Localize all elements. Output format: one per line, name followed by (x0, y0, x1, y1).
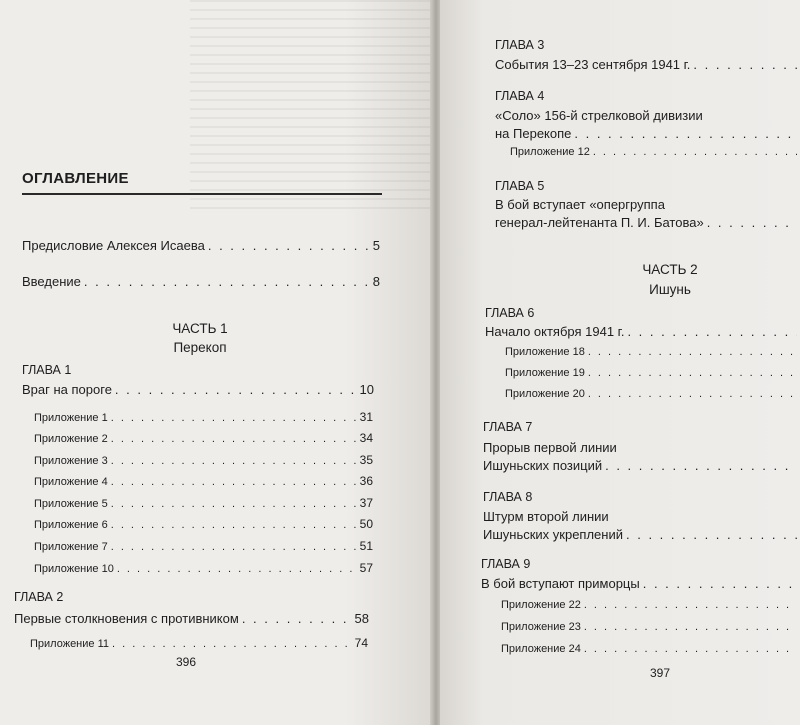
chapter-heading: ГЛАВА 4 (495, 89, 545, 103)
chapter-heading: ГЛАВА 8 (483, 490, 533, 504)
toc-appendix: Приложение 10 . . . 57 (34, 561, 373, 575)
toc-entry-chapter-4: на Перекопе . . . (495, 126, 800, 141)
chapter-heading: ГЛАВА 2 (14, 590, 64, 604)
toc-entry-chapter-5: генерал-лейтенанта П. И. Батова» . . . (495, 215, 800, 230)
right-page (440, 0, 800, 725)
toc-appendix: Приложение 11 . . . 74 (30, 636, 368, 650)
toc-entry-introduction: Введение . . . 8 (22, 274, 380, 289)
toc-entry-chapter-7: Ишуньских позиций . . . (483, 458, 800, 473)
toc-appendix: Приложение 7 . . . 51 (34, 539, 373, 553)
chapter-title-line: В бой вступает «опергруппа (495, 197, 665, 212)
chapter-heading: ГЛАВА 3 (495, 38, 545, 52)
toc-appendix: Приложение 23 . . . (501, 621, 800, 633)
show-through-text (190, 0, 432, 210)
title-rule (22, 193, 382, 195)
toc-appendix: Приложение 3 . . . 35 (34, 453, 373, 467)
toc-entry-chapter-1: Враг на пороге . . . 10 (22, 382, 374, 397)
toc-appendix: Приложение 6 . . . 50 (34, 517, 373, 531)
part-title: Ишунь (649, 282, 691, 297)
toc-appendix: Приложение 5 . . . 37 (34, 496, 373, 510)
chapter-heading: ГЛАВА 6 (485, 306, 535, 320)
toc-entry-chapter-2: Первые столкновения с противником . . . 58 (14, 611, 369, 626)
page-number: 396 (176, 655, 197, 669)
chapter-heading: ГЛАВА 7 (483, 420, 533, 434)
chapter-heading: ГЛАВА 9 (481, 557, 531, 571)
toc-entry-chapter-3: События 13–23 сентября 1941 г. . . . (495, 57, 800, 72)
toc-appendix: Приложение 12 . . . (510, 146, 800, 158)
toc-appendix: Приложение 22 . . . (501, 599, 800, 611)
toc-appendix: Приложение 2 . . . 34 (34, 431, 373, 445)
toc-entry-preface: Предисловие Алексея Исаева . . . 5 (22, 238, 380, 253)
toc-entry-chapter-6: Начало октября 1941 г. . . . (485, 324, 800, 339)
part-title: Перекоп (173, 340, 227, 355)
toc-appendix: Приложение 18 . . . (505, 346, 800, 358)
toc-title: ОГЛАВЛЕНИЕ (22, 170, 129, 187)
toc-appendix: Приложение 4 . . . 36 (34, 474, 373, 488)
toc-entry-chapter-8: Ишуньских укреплений . . . (483, 527, 800, 542)
chapter-title-line: Штурм второй линии (483, 509, 609, 524)
chapter-title-line: «Соло» 156-й стрелковой дивизии (495, 108, 703, 123)
chapter-heading: ГЛАВА 1 (22, 363, 72, 377)
toc-appendix: Приложение 20 . . . (505, 388, 800, 400)
part-number: ЧАСТЬ 2 (642, 262, 698, 277)
chapter-heading: ГЛАВА 5 (495, 179, 545, 193)
chapter-title-line: Прорыв первой линии (483, 440, 617, 455)
page-number: 397 (650, 666, 671, 680)
toc-entry-chapter-9: В бой вступают приморцы . . . (481, 576, 800, 591)
toc-appendix: Приложение 19 . . . (505, 367, 800, 379)
toc-appendix: Приложение 24 . . . (501, 643, 800, 655)
part-number: ЧАСТЬ 1 (172, 321, 228, 336)
toc-appendix: Приложение 1 . . . 31 (34, 410, 373, 424)
